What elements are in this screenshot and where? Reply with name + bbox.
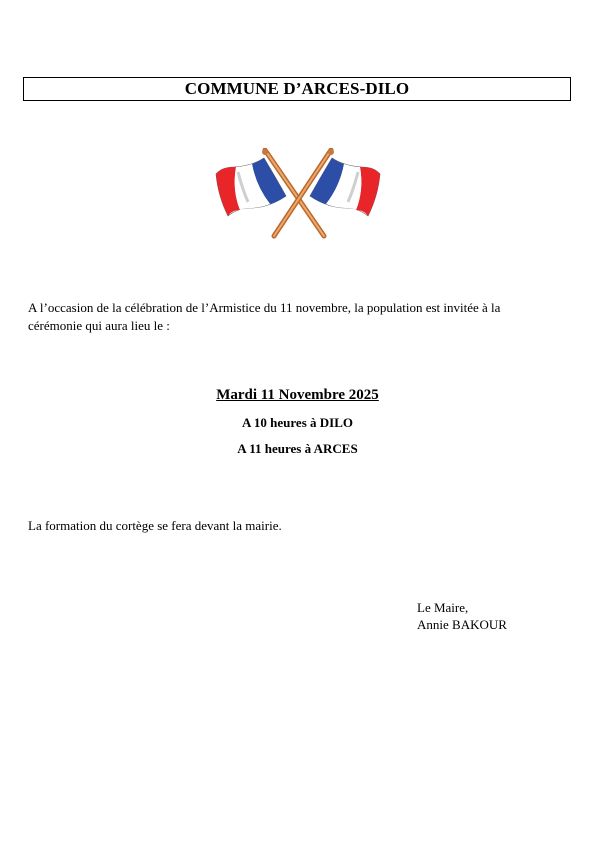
- signature-block: [417, 599, 507, 633]
- invitation-line-1: A l’occasion de la célébration de l’Armistice du 11 novembre, la population est invitée à la: [28, 300, 501, 315]
- page-title: COMMUNE D’ARCES-DILO: [184, 79, 410, 98]
- time-arces: A 11 heures à ARCES: [237, 441, 358, 456]
- procession-notice: La formation du cortège se fera devant la mairie.: [28, 518, 282, 533]
- title-box: [23, 77, 571, 101]
- ceremony-date: Mardi 11 Novembre 2025: [216, 387, 379, 403]
- crossed-french-flags-icon: [212, 148, 384, 240]
- time-dilo: A 10 heures à DILO: [242, 415, 353, 430]
- invitation-line-2: cérémonie qui aura lieu le :: [28, 318, 170, 333]
- invitation-paragraph: [28, 299, 548, 335]
- signature-role: Le Maire,: [417, 600, 469, 615]
- signature-name: Annie BAKOUR: [417, 617, 507, 632]
